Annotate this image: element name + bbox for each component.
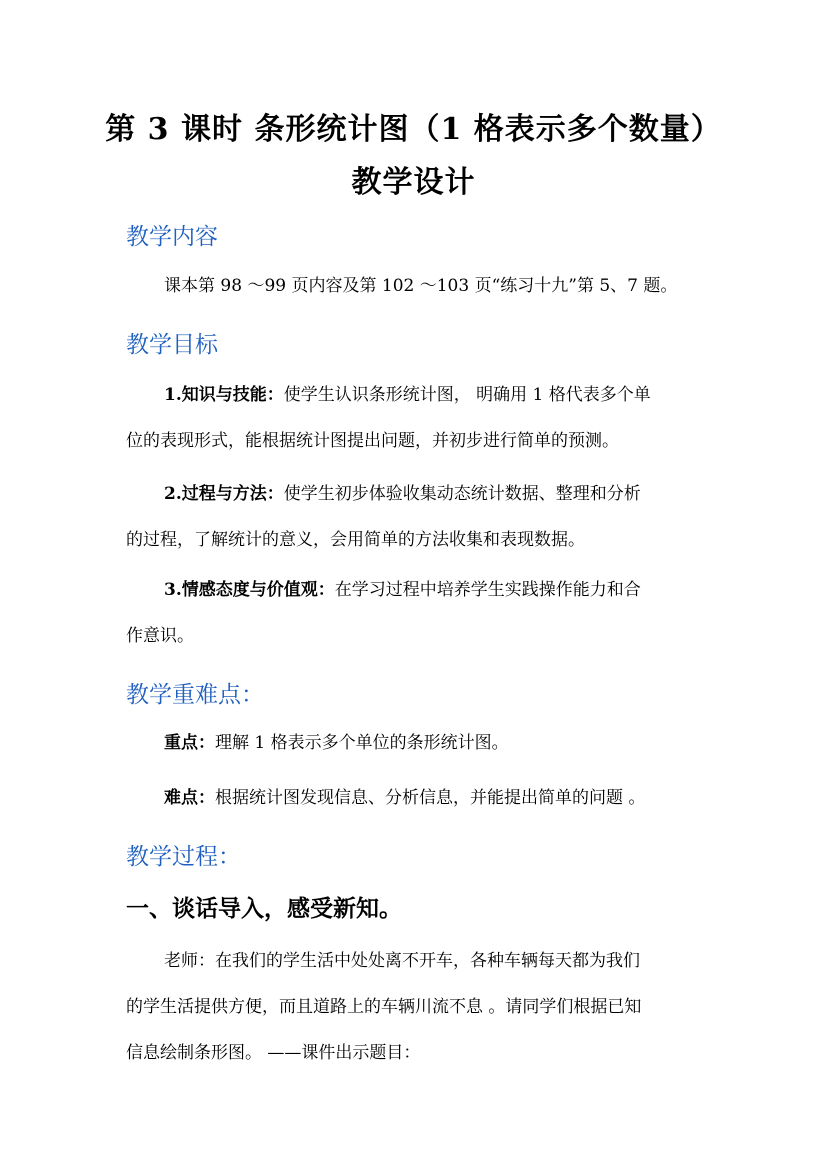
document-title: 第 3 课时 条形统计图（1 格表示多个数量） — [105, 112, 722, 147]
goal-item-1 — [126, 372, 702, 464]
difficult-point — [126, 775, 702, 821]
teaching-content-text — [126, 263, 702, 309]
key-point — [126, 720, 702, 766]
goal-text: 使学生认识条形统计图， 明确用 1 格代表多个单 — [283, 385, 651, 405]
goal-text: 在学习过程中培养学生实践操作能力和合 — [334, 580, 641, 600]
difficult-point-text: 根据统计图发现信息、分析信息，并能提出简单的问题 。 — [215, 788, 646, 808]
teaching-process-heading: 教学过程： — [126, 844, 241, 870]
goal-text-continued: 作意识。 — [126, 626, 194, 646]
goal-item-3 — [126, 567, 702, 659]
difficult-point-label: 难点： — [164, 788, 215, 808]
intro-paragraph — [126, 938, 702, 1076]
intro-line: 信息绘制条形图。 ——课件出示题目： — [126, 1043, 421, 1063]
key-difficult-points-heading: 教学重难点： — [126, 682, 264, 708]
key-point-label: 重点： — [164, 733, 215, 753]
teaching-content-line: 课本第 98 ～99 页内容及第 102 ～103 页“练习十九”第 5、7 题。 — [164, 276, 678, 296]
intro-line: 的学生活提供方便，而且道路上的车辆川流不息 。请同学们根据已知 — [126, 997, 642, 1017]
document-subtitle: 教学设计 — [351, 165, 476, 200]
goal-label: 1.知识与技能： — [164, 385, 284, 405]
teaching-content-heading: 教学内容 — [126, 224, 218, 250]
goal-text-continued: 位的表现形式，能根据统计图提出问题，并初步进行简单的预测。 — [126, 431, 619, 451]
goal-text: 使学生初步体验收集动态统计数据、整理和分析 — [283, 484, 641, 504]
goal-item-2 — [126, 471, 702, 563]
key-point-text: 理解 1 格表示多个单位的条形统计图。 — [215, 733, 509, 753]
goal-text-continued: 的过程，了解统计的意义，会用简单的方法收集和表现数据。 — [126, 530, 585, 550]
section-heading-intro: 一、谈话导入，感受新知。 — [126, 895, 402, 922]
goal-label: 2.过程与方法： — [164, 484, 284, 504]
goal-label: 3.情感态度与价值观： — [164, 580, 335, 600]
teaching-goals-heading: 教学目标 — [126, 332, 218, 358]
intro-line: 老师：在我们的学生活中处处离不开车，各种车辆每天都为我们 — [164, 951, 640, 971]
